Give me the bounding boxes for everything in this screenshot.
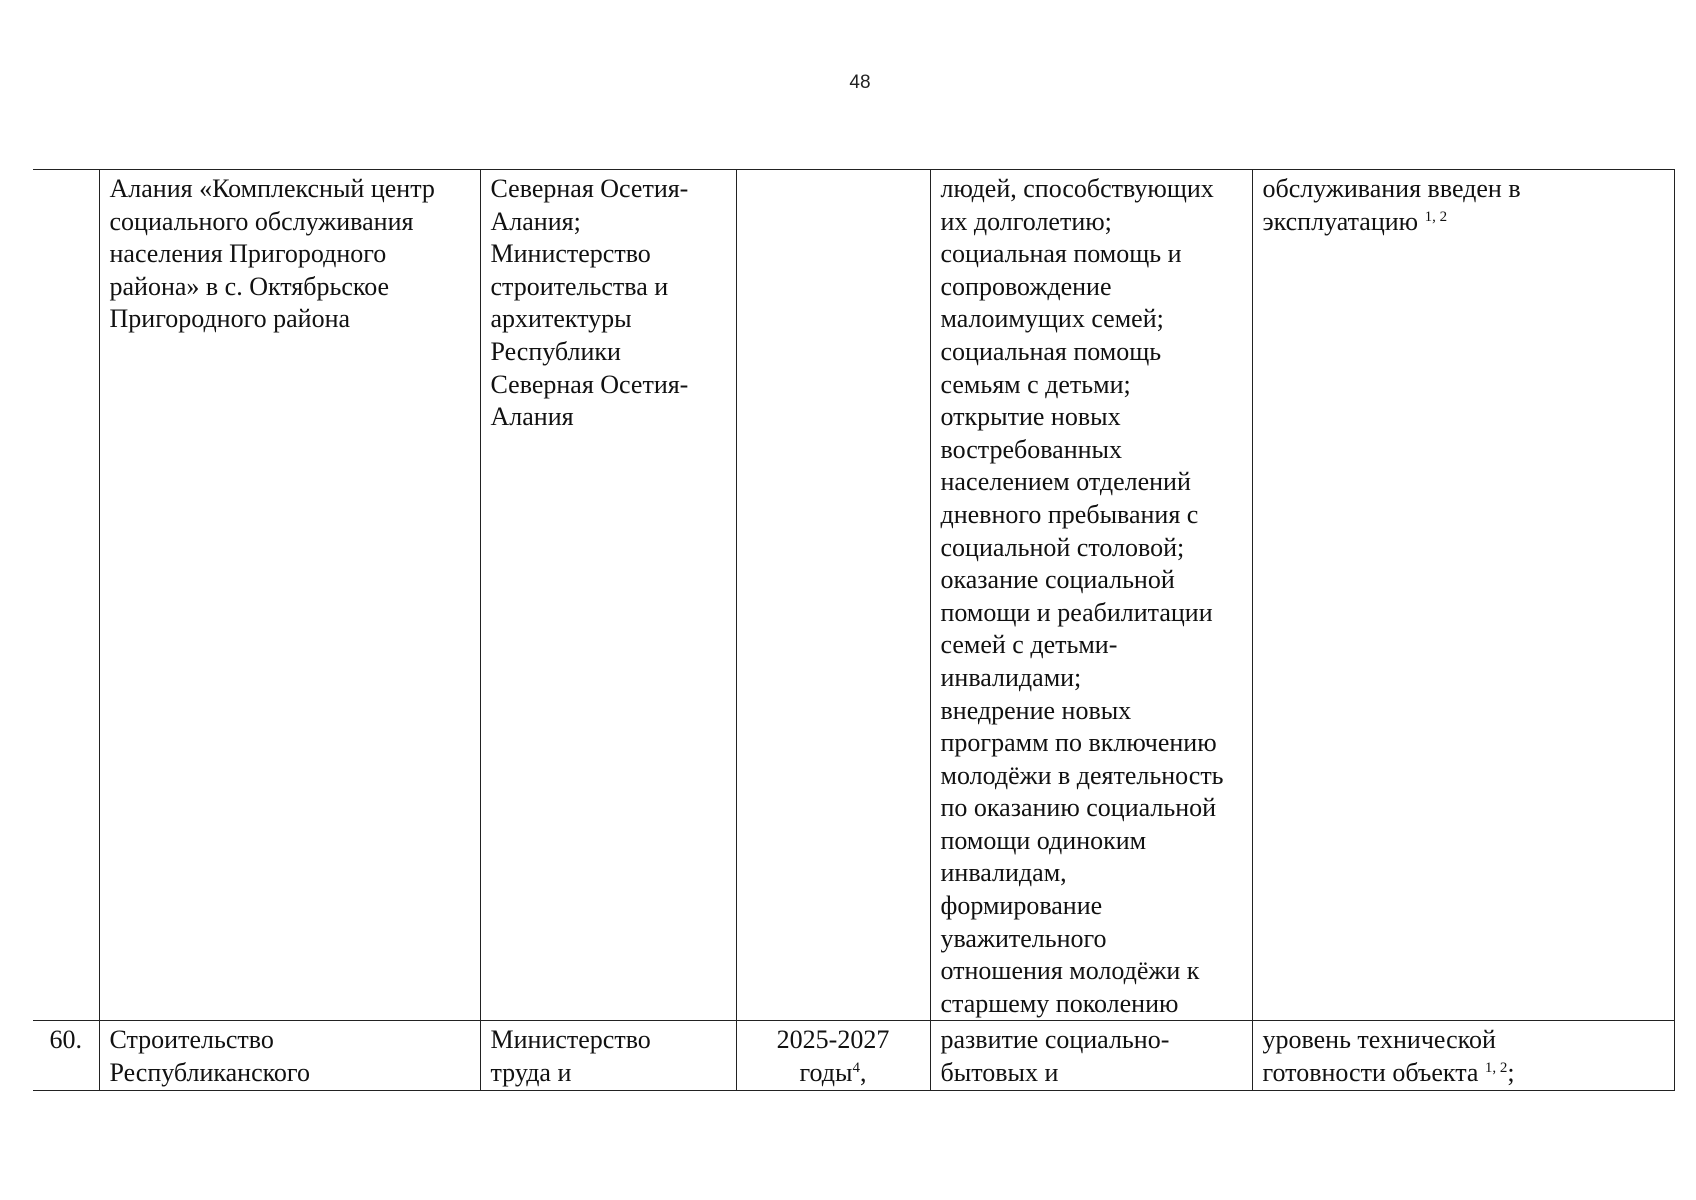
- executor-line: труда и: [490, 1058, 572, 1088]
- result-line: по оказанию социальной: [940, 793, 1217, 823]
- result-line: дневного пребывания с: [940, 499, 1199, 529]
- footnote-ref: 1, 2: [1424, 208, 1448, 225]
- page-number: 48: [849, 72, 871, 93]
- result-line: инвалидам,: [940, 858, 1067, 888]
- object-line: Пригородного района: [109, 304, 351, 334]
- result-line: семьям с детьми;: [940, 369, 1131, 399]
- object-cell: [99, 170, 480, 1021]
- result-line: востребованных: [940, 434, 1123, 464]
- indicator-line: [1263, 206, 1664, 239]
- result-line: открытие новых: [940, 402, 1121, 432]
- result-line: бытовых и: [940, 1058, 1059, 1088]
- object-line: Республиканского: [109, 1058, 310, 1088]
- period-line: [747, 1057, 920, 1090]
- object-line: Строительство: [109, 1025, 274, 1055]
- result-line: инвалидами;: [940, 662, 1082, 692]
- program-table: [33, 169, 1675, 1091]
- indicator-line: уровень технической: [1262, 1025, 1496, 1055]
- indicator-cell: [1252, 170, 1674, 1021]
- object-line: социального обслуживания: [109, 206, 414, 236]
- executor-line: Алания: [490, 402, 574, 432]
- executor-line: Северная Осетия-: [490, 369, 689, 399]
- result-line: развитие социально-: [940, 1025, 1170, 1055]
- table-row: [33, 1021, 1674, 1090]
- result-cell: [930, 170, 1252, 1021]
- executor-line: строительства и: [490, 271, 669, 301]
- object-line: Алания «Комплексный центр: [109, 174, 435, 203]
- executor-line: архитектуры: [490, 304, 632, 334]
- period-suffix: ,: [859, 1058, 867, 1088]
- result-line: сопровождение: [940, 271, 1112, 301]
- result-line: формирование: [940, 891, 1103, 921]
- indicator-text: готовности объекта: [1262, 1058, 1479, 1088]
- result-line: старшему поколению: [940, 988, 1179, 1018]
- footnote-ref: 1, 2: [1484, 1060, 1508, 1077]
- indicator-text: эксплуатацию: [1262, 206, 1419, 236]
- footnote-ref: 4: [852, 1060, 860, 1077]
- executor-line: Северная Осетия-: [490, 174, 689, 203]
- indicator-cell: [1252, 1021, 1674, 1090]
- result-cell: [930, 1021, 1252, 1090]
- result-line: отношения молодёжи к: [940, 956, 1200, 986]
- result-line: внедрение новых: [940, 695, 1132, 725]
- result-line: помощи одиноким: [940, 825, 1147, 855]
- result-line: социальная помощь: [940, 336, 1162, 366]
- period-text: годы: [799, 1058, 853, 1088]
- executor-line: Министерство: [490, 239, 651, 269]
- executor-cell: [480, 170, 736, 1021]
- result-line: малоимущих семей;: [940, 304, 1164, 334]
- result-line: оказание социальной: [940, 565, 1175, 595]
- executor-line: Алания;: [490, 206, 581, 236]
- object-line: района» в с. Октябрьское: [109, 271, 390, 301]
- row-number-cell: 60.: [33, 1021, 99, 1090]
- row-number-cell: [33, 170, 99, 1021]
- result-line: программ по включению: [940, 728, 1217, 758]
- executor-line: Министерство: [490, 1025, 651, 1055]
- executor-line: Республики: [490, 336, 621, 366]
- result-line: молодёжи в деятельность: [940, 760, 1224, 790]
- result-line: уважительного: [940, 923, 1107, 953]
- executor-cell: [480, 1021, 736, 1090]
- table-row: [33, 170, 1674, 1021]
- result-line: семей с детьми-: [940, 630, 1118, 660]
- indicator-line: обслуживания введен в: [1262, 174, 1521, 203]
- result-line: населением отделений: [940, 467, 1191, 497]
- period-line: 2025-2027: [776, 1025, 890, 1055]
- object-line: населения Пригородного: [109, 239, 387, 269]
- result-line: социальной столовой;: [940, 532, 1185, 562]
- object-cell: [99, 1021, 480, 1090]
- indicator-suffix: ;: [1507, 1058, 1515, 1088]
- result-line: социальная помощь и: [940, 239, 1182, 269]
- indicator-line: [1263, 1057, 1664, 1090]
- period-cell: [736, 1021, 930, 1090]
- result-line: помощи и реабилитации: [940, 597, 1213, 627]
- result-line: людей, способствующих: [940, 174, 1214, 203]
- period-cell: [736, 170, 930, 1021]
- result-line: их долголетию;: [940, 206, 1112, 236]
